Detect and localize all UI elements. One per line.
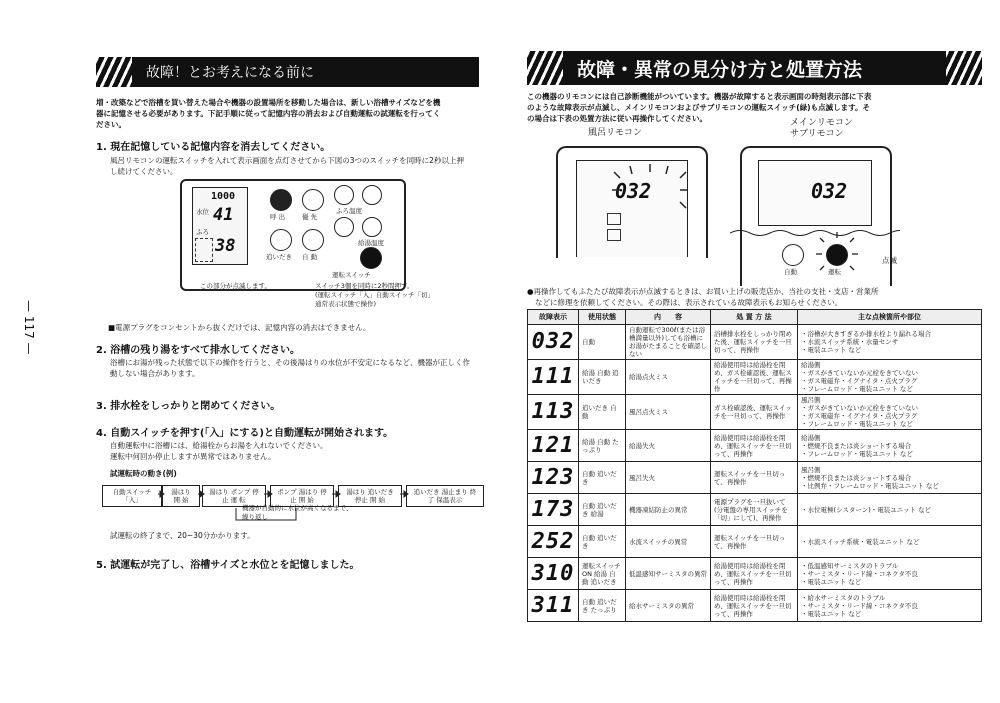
reheat-button-label: 追いだき <box>266 253 292 261</box>
flow-step-2: 湯はり 開 始 <box>162 485 200 507</box>
auto-button-label: 自 動 <box>302 253 318 261</box>
bath-temp-label: ふろ温度 <box>336 207 362 215</box>
fault-content: 風呂点火ミス <box>626 395 711 430</box>
header-action: 処 置 方 法 <box>711 310 798 325</box>
fault-content: 低温感知サーミスタの異常 <box>626 558 711 590</box>
fault-check: 風呂側 ・燃焼不良または炎ショートする場合 ・比例弁・フレームロッド・電装ユニット など <box>798 462 982 494</box>
bath-remote-title: 風呂リモコン <box>588 128 643 138</box>
display-temp-1: 41 <box>213 205 234 225</box>
remote-caption-cond1: (運転スイッチ「入」自動スイッチ「切」 <box>315 291 435 299</box>
banner-stripes-end <box>946 51 982 85</box>
left-intro-line2: 器に記憶させる必要があります。下記手順に従って記憶内容の消去および自動運転の試運転を行ってく <box>96 109 441 118</box>
fault-action: 電源プラグを一旦抜いて(分電盤の専用スイッチを「切」にして)、再操作 <box>711 494 798 526</box>
bath-remote-icon-1 <box>607 213 621 225</box>
banner-stripes <box>96 57 132 87</box>
remote-caption-press: スイッチ3個を同時に2秒間押す。 <box>315 282 414 290</box>
auto-button[interactable] <box>302 229 324 251</box>
step2-text1: 浴槽にお湯が残った状態で以下の操作を行うと、その後湯はりの水位が不安定になるなど、機器が正しく作 <box>110 358 470 367</box>
fault-state: 自動 追いだき 給湯 <box>579 494 626 526</box>
header-check: 主な点検箇所や部位 <box>798 310 982 325</box>
main-remote-screen <box>758 160 872 226</box>
fault-code: 113 <box>528 395 579 430</box>
fault-row <box>528 395 982 430</box>
right-section-banner <box>527 51 982 85</box>
fault-row <box>528 430 982 462</box>
step2-title: 2. 浴槽の残り湯をすべて排水してください。 <box>96 345 301 356</box>
fault-table-header <box>528 310 982 325</box>
fault-content: 給水サーミスタの異常 <box>626 590 711 622</box>
fault-row <box>528 558 982 590</box>
fault-action: 浴槽排水栓をしっかり閉めた後、運転スイッチを一旦切って、再操作 <box>711 325 798 360</box>
right-intro-line2: のような故障表示が点滅し、メインリモコンおよびサブリモコンの運転スイッチ(緑)も点滅します。そ <box>527 103 871 112</box>
sub-remote-title: サブリモコン <box>790 129 844 139</box>
call-button-label: 呼 出 <box>270 213 286 221</box>
run-switch-button[interactable] <box>360 247 382 269</box>
fault-state: 給湯 自動 たっぷり <box>579 430 626 462</box>
main-remote-auto-button[interactable] <box>782 244 804 266</box>
flow-step-1: 自動スイッチ「入」 <box>102 485 162 507</box>
fault-code: 123 <box>528 462 579 494</box>
fault-code: 111 <box>528 360 579 395</box>
fault-action: 運転スイッチを一旦切って、再操作 <box>711 462 798 494</box>
step5-title: 5. 試運転が完了し、浴槽サイズと水位とを記憶しました。 <box>96 560 360 571</box>
header-code: 故障表示 <box>528 310 579 325</box>
fault-state: 給湯 自動 追いだき <box>579 360 626 395</box>
fault-code: 173 <box>528 494 579 526</box>
fault-row <box>528 360 982 395</box>
fault-code: 032 <box>528 325 579 360</box>
fault-code: 311 <box>528 590 579 622</box>
flow-title: 試運転時の動き(例) <box>110 469 177 478</box>
run-switch-label: 運転スイッチ <box>332 271 371 279</box>
left-banner-title: 故障！とお考えになる前に <box>146 65 314 81</box>
right-intro-line3: の場合は下表の処置方法に従い再操作してください。 <box>527 114 707 123</box>
fault-check: ・給水サーミスタのトラブル ・サーミスタ・リード線・コネクタ不良 ・電装ユニット など <box>798 590 982 622</box>
flow-step-6: 追いだき 湯止まり 終了 保温表示 <box>406 485 484 507</box>
fault-code: 252 <box>528 526 579 558</box>
fault-action: 給湯使用時は給湯栓を閉め、運転スイッチを一旦切って、再操作 <box>711 558 798 590</box>
right-banner-title: 故障・異常の見分け方と処置方法 <box>577 58 863 81</box>
fault-content: 自動運転で300ℓ(または浴槽満量以外)しても浴槽にお湯がたまることを確認しない <box>626 325 711 360</box>
right-intro-line1: この機器のリモコンには自己診断機能がついています。機器が故障すると表示画面の時刻表示部に下表 <box>527 92 872 101</box>
step4-text2: 運転中何回か停止しますが異常ではありません。 <box>110 452 276 461</box>
main-remote-code: 032 <box>811 179 848 203</box>
flow-step-3: 湯はり ポンプ 停止 運 転 <box>202 485 266 507</box>
main-remote-auto-label: 自動 <box>784 268 797 276</box>
fault-code: 121 <box>528 430 579 462</box>
fault-action: ガス栓確認後、運転スイッチを一旦切って、再操作 <box>711 395 798 430</box>
fault-content: 機器凍結防止の異常 <box>626 494 711 526</box>
flow-step-4: ポンプ 湯はり 停止 開 始 <box>270 485 334 507</box>
fault-state: 自動 追いだき <box>579 462 626 494</box>
fault-state: 自動 追いだき たっぷり <box>579 590 626 622</box>
call-button[interactable] <box>270 189 292 211</box>
fault-state: 自動 <box>579 325 626 360</box>
hotwater-temp-down-button[interactable] <box>362 217 382 237</box>
main-remote-title: メインリモコン <box>790 118 853 128</box>
hotwater-temp-up-button[interactable] <box>362 185 382 205</box>
fault-row <box>528 462 982 494</box>
fault-check: 風呂側 ・ガスがきていないか元栓をきていない ・ガス電磁弁・イグナイタ・点火プラグ ・フレームロッド・電装ユニット など <box>798 395 982 430</box>
fault-code: 310 <box>528 558 579 590</box>
fault-check: ・水位電極(シスターン)・電装ユニット など <box>798 494 982 526</box>
fault-check: ・水流スイッチ系統・電装ユニット など <box>798 526 982 558</box>
fault-state: 運転スイッチON 給湯 自動 追いだき <box>579 558 626 590</box>
bath-remote-icon-2 <box>607 229 621 241</box>
fault-content: 給湯失火 <box>626 430 711 462</box>
step2-text2: 動しない場合があります。 <box>110 369 200 378</box>
fault-action: 給湯使用時は給湯栓を閉め、運転スイッチを一旦切って、再操作 <box>711 590 798 622</box>
note-power-plug: ■電源プラグをコンセントから抜くだけでは、記憶内容の消去はできません。 <box>108 323 371 332</box>
banner-stripes <box>527 51 563 85</box>
display-label-fuuro: ふろ <box>196 228 209 236</box>
header-content: 内 容 <box>626 310 711 325</box>
fault-check: ・浴槽が大きすぎるか排水栓より漏れる場合 ・水流スイッチ系統・水量センサ ・電装ユニット など <box>798 325 982 360</box>
bath-remote-illustration <box>180 179 406 291</box>
fault-row <box>528 494 982 526</box>
fault-state: 自動 追いだき <box>579 526 626 558</box>
fault-content: 水流スイッチの異常 <box>626 526 711 558</box>
flow-note-1: 機器が自動的に水位が高くなるまで、 <box>242 504 353 512</box>
bath-temp-down-button[interactable] <box>334 217 354 237</box>
fault-content: 給湯点火ミス <box>626 360 711 395</box>
fault-row <box>528 526 982 558</box>
fault-table <box>527 309 982 622</box>
fault-check: ・低温感知サーミスタのトラブル ・サーミスタ・リード線・コネクタ不良 ・電装ユニット など <box>798 558 982 590</box>
run-button-blink-rays <box>812 230 862 280</box>
fault-state: 追いだき 自動 <box>579 395 626 430</box>
step4-title: 4. 自動スイッチを押す(「入」にする)と自動運転が開始されます。 <box>96 428 394 439</box>
main-remote-run-label: 運転 <box>828 268 841 276</box>
fault-content: 風呂失火 <box>626 462 711 494</box>
remote-caption-blink: この部分が点滅します。 <box>200 282 271 290</box>
display-time: 1000 <box>211 191 236 202</box>
fault-check: 給湯側 ・燃焼不良または炎ショートする場合 ・フレームロッド・電装ユニット など <box>798 430 982 462</box>
fault-row <box>528 590 982 622</box>
fault-check: 給湯側 ・ガスがきていないか元栓をきていない ・ガス電磁弁・イグナイタ・点火プラグ ・フレームロッド・電装ユニット など <box>798 360 982 395</box>
remote-display <box>192 187 248 265</box>
repair-note-2: などに修理を依頼してください。その際は、表示されている故障表示もお知らせください。 <box>535 298 843 307</box>
priority-button[interactable] <box>302 189 324 211</box>
bath-temp-up-button[interactable] <box>334 185 354 205</box>
reheat-button[interactable] <box>270 229 292 251</box>
bath-remote-code: 032 <box>615 179 652 203</box>
display-label-sui: 水位 <box>196 208 209 216</box>
step1-text2: し続けてください。 <box>110 167 178 176</box>
fault-row <box>528 325 982 360</box>
hotwater-temp-label: 給湯温度 <box>358 239 384 247</box>
step1-text1: 風呂リモコンの運転スイッチを入れて表示画面を点灯させてから下図の3つのスイッチを同時に2秒以上押 <box>110 156 464 165</box>
bath-remote-blink-rays <box>606 164 696 214</box>
blink-dashed-area <box>195 238 213 262</box>
left-intro-line3: ださい。 <box>96 120 126 129</box>
trial-end-text: 試運転の終了まで、20~30分かかります。 <box>110 531 255 540</box>
step1-title: 1. 現在記憶している記憶内容を消去してください。 <box>96 142 331 153</box>
repair-note-1: ●再操作してもふたたび故障表示が点滅するときは、お買い上げの販売店か、当社の支社・支店・営業所 <box>527 287 879 296</box>
flow-note-2: 繰り返し <box>242 513 268 521</box>
display-temp-2: 38 <box>215 236 236 256</box>
flow-arrows <box>96 480 486 525</box>
fault-action: 給湯使用時は給湯栓を閉め、運転スイッチを一旦切って、再操作 <box>711 430 798 462</box>
step4-text1: 自動運転中に浴槽には、給湯栓からお湯を入れないでください。 <box>110 441 328 450</box>
left-section-banner <box>96 57 479 87</box>
fault-action: 給湯使用時は給湯栓を閉め、ガス栓確認後、運転スイッチを一旦切って、再操作 <box>711 360 798 395</box>
flow-step-5: 湯はり 追いだき 停止 開 始 <box>338 485 402 507</box>
header-state: 使用状態 <box>579 310 626 325</box>
fault-action: 運転スイッチを一旦切って、再操作 <box>711 526 798 558</box>
step3-title: 3. 排水栓をしっかりと閉めてください。 <box>96 401 281 412</box>
remote-caption-cond2: 通常表示状態で操作) <box>315 300 377 308</box>
left-intro-line1: 増・改築などで浴槽を買い替えた場合や機器の設置場所を移動した場合は、新しい浴槽サイズなどを機 <box>96 98 441 107</box>
blink-label: 点滅 <box>882 256 897 265</box>
page-number: — 117 — <box>22 300 36 355</box>
priority-button-label: 優 先 <box>302 213 318 221</box>
